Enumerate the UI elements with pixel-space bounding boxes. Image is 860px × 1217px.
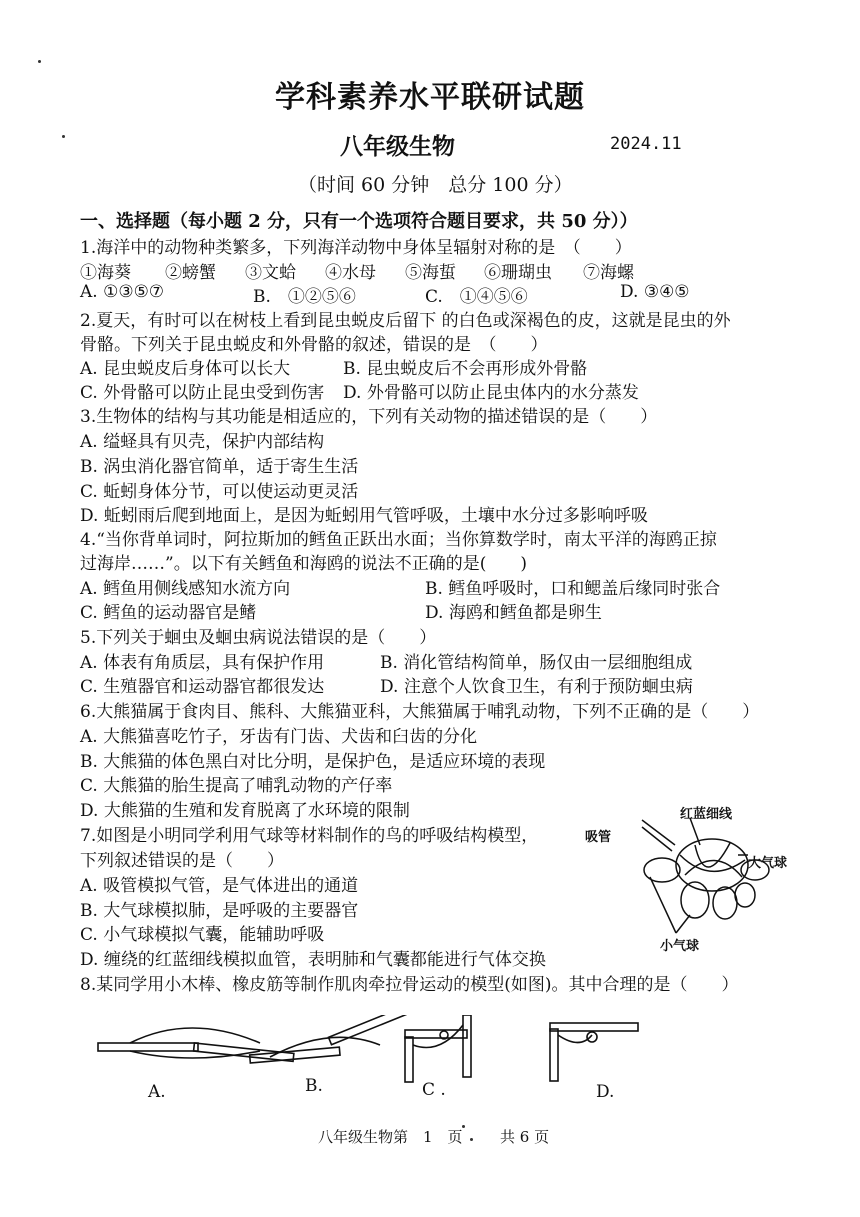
q1-item: ⑦海螺: [583, 263, 634, 283]
footer-page-number: 八年级生物第 1 页: [318, 1128, 463, 1146]
q2-option-c: C. 外骨骼可以防止昆虫受到伤害: [80, 383, 325, 403]
fig7-label-thread: 红蓝细线: [680, 807, 733, 822]
q4-stem: 4.“当你背单词时，阿拉斯加的鳕鱼正跃出水面；当你算数学时，南太平洋的海鸥正掠: [80, 530, 717, 550]
q7-option-d: D. 缠绕的红蓝细线模拟血管，表明肺和气囊都能进行气体交换: [80, 950, 546, 970]
q4-stem: 过海岸……”。以下有关鳕鱼和海鸥的说法不正确的是( ): [80, 554, 527, 574]
q8-label-b: B.: [305, 1076, 323, 1096]
exam-duration: （时间 60 分钟 总分 100 分）: [298, 174, 573, 196]
exam-title: 学科素养水平联研试题: [275, 80, 585, 115]
q1-option-c: C. ①④⑤⑥: [425, 287, 528, 307]
q7-option-c: C. 小气球模拟气囊，能辅助呼吸: [80, 925, 325, 945]
q2-option-a: A. 昆虫蜕皮后身体可以长大: [80, 359, 291, 379]
q4-option-a: A. 鳕鱼用侧线感知水流方向: [80, 579, 291, 599]
q2-stem: 骨骼。下列关于昆虫蜕皮和外骨骼的叙述，错误的是 （ ）: [80, 335, 548, 355]
q7-stem: 下列叙述错误的是（ ）: [80, 851, 284, 871]
q8-stem: 8.某同学用小木棒、橡皮筋等制作肌肉牵拉骨运动的模型(如图)。其中合理的是（ ）: [80, 975, 739, 995]
q1-item: ⑥珊瑚虫: [484, 263, 552, 283]
exam-subtitle: 八年级生物: [340, 133, 455, 160]
scan-speck: [62, 135, 65, 138]
fig7-label-big: 大气球: [748, 856, 788, 871]
q1-option-b: B. ①②⑤⑥: [253, 287, 356, 307]
figure-option-d: [550, 1023, 638, 1081]
q1-option-d: D. ③④⑤: [620, 282, 690, 302]
q1-item: ⑤海蜇: [405, 263, 456, 283]
q1-item: ①海葵: [80, 263, 131, 283]
bird-lung-figure: [620, 815, 800, 940]
q8-label-c: C .: [422, 1080, 446, 1100]
fig7-label-small: 小气球: [660, 939, 700, 954]
q3-stem: 3.生物体的结构与其功能是相适应的，下列有关动物的描述错误的是（ ）: [80, 407, 658, 427]
q1-option-a: A. ①③⑤⑦: [80, 282, 165, 302]
exam-date: 2024.11: [610, 134, 682, 154]
footer-total-pages: 共 6 页: [500, 1128, 550, 1146]
q7-option-b: B. 大气球模拟肺，是呼吸的主要器官: [80, 901, 359, 921]
q5-option-d: D. 注意个人饮食卫生，有利于预防蛔虫病: [380, 677, 693, 697]
fig7-label-straw: 吸管: [585, 830, 612, 845]
q5-option-b: B. 消化管结构简单，肠仅由一层细胞组成: [380, 653, 693, 673]
q8-label-d: D.: [596, 1082, 615, 1102]
q6-stem: 6.大熊猫属于食肉目、熊科、大熊猫亚科，大熊猫属于哺乳动物，下列不正确的是（ ）: [80, 702, 760, 722]
q1-item: ④水母: [325, 263, 376, 283]
q6-option-b: B. 大熊猫的体色黑白对比分明，是保护色，是适应环境的表现: [80, 752, 546, 772]
q4-option-b: B. 鳕鱼呼吸时，口和鳃盖后缘同时张合: [425, 579, 721, 599]
q2-option-d: D. 外骨骼可以防止昆虫体内的水分蒸发: [343, 383, 639, 403]
q2-stem: 2.夏天，有时可以在树枝上看到昆虫蜕皮后留下 的白色或深褐色的皮，这就是昆虫的外: [80, 311, 731, 331]
q6-option-a: A. 大熊猫喜吃竹子，牙齿有门齿、犬齿和臼齿的分化: [80, 727, 478, 747]
scan-speck: [38, 60, 41, 63]
q4-option-c: C. 鳕鱼的运动器官是鳍: [80, 603, 257, 623]
muscle-bone-figure: [90, 1015, 770, 1085]
scan-speck: [462, 1125, 465, 1128]
q6-option-c: C. 大熊猫的胎生提高了哺乳动物的产仔率: [80, 776, 393, 796]
section-heading: 一、选择题（每小题 2 分，只有一个选项符合题目要求，共 50 分））: [80, 211, 638, 232]
q3-option-a: A. 缢蛏具有贝壳，保护内部结构: [80, 432, 325, 452]
q5-stem: 5.下列关于蛔虫及蛔虫病说法错误的是（ ）: [80, 628, 437, 648]
q7-stem: 7.如图是小明同学利用气球等材料制作的鸟的呼吸结构模型，: [80, 826, 539, 846]
q3-option-b: B. 涡虫消化器官简单，适于寄生生活: [80, 457, 359, 477]
q3-option-d: D. 蚯蚓雨后爬到地面上，是因为蚯蚓用气管呼吸，土壤中水分过多影响呼吸: [80, 506, 648, 526]
q5-option-a: A. 体表有角质层，具有保护作用: [80, 653, 325, 673]
q2-option-b: B. 昆虫蜕皮后不会再形成外骨骼: [343, 359, 588, 379]
scan-speck: [470, 1138, 473, 1141]
q5-option-c: C. 生殖器官和运动器官都很发达: [80, 677, 325, 697]
figure-option-a: [98, 1028, 294, 1061]
q6-option-d: D. 大熊猫的生殖和发育脱离了水环境的限制: [80, 801, 410, 821]
q1-item: ②螃蟹: [165, 263, 216, 283]
figure-option-b: [250, 1015, 415, 1063]
q8-label-a: A.: [148, 1082, 166, 1102]
q1-stem: 1.海洋中的动物种类繁多，下列海洋动物中身体呈辐射对称的是 （ ）: [80, 238, 632, 258]
figure-option-c: [405, 1015, 471, 1082]
q3-option-c: C. 蚯蚓身体分节，可以使运动更灵活: [80, 482, 359, 502]
q7-option-a: A. 吸管模拟气管，是气体进出的通道: [80, 876, 359, 896]
q4-option-d: D. 海鸥和鳕鱼都是卵生: [425, 603, 602, 623]
q1-item: ③文蛤: [245, 263, 296, 283]
